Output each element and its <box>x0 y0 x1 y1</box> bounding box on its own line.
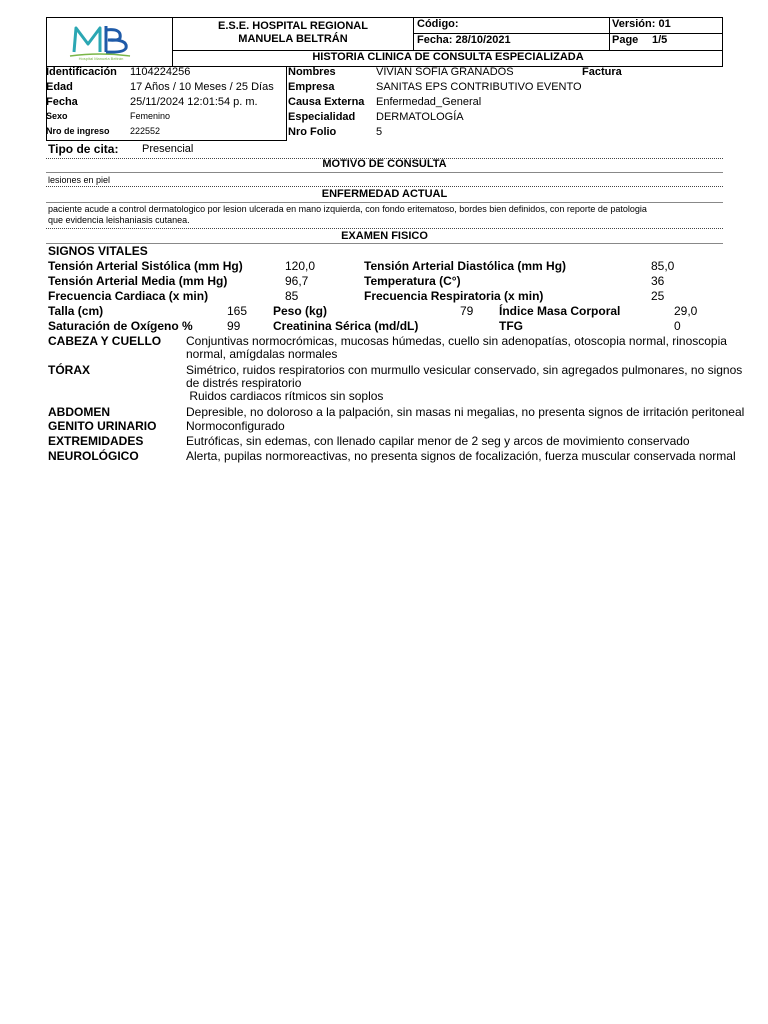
document-title: HISTORIA CLINICA DE CONSULTA ESPECIALIZADA <box>312 51 584 63</box>
sexo-label: Sexo <box>46 111 68 121</box>
peso-label: Peso (kg) <box>273 304 328 318</box>
peso-value: 79 <box>460 304 474 318</box>
signos-vitales-title: SIGNOS VITALES <box>48 244 148 258</box>
cabeza-line2: normal, amígdalas normales <box>186 347 338 361</box>
tad-label: Tensión Arterial Diastólica (mm Hg) <box>364 259 567 273</box>
fecha-label: Fecha <box>46 96 78 108</box>
identificacion-label: Identificación <box>46 66 117 78</box>
cabeza-line1: Conjuntivas normocrómicas, mucosas húmedas, cuello sin adenopatías, otoscopia normal, rinoscopia <box>186 334 727 348</box>
extremidades-label: EXTREMIDADES <box>48 434 144 448</box>
ingreso-label: Nro de ingreso <box>46 126 110 136</box>
imc-value: 29,0 <box>674 304 698 318</box>
motivo-text: lesiones en piel <box>48 175 111 185</box>
temp-label: Temperatura (C°) <box>364 274 461 288</box>
causa-value: Enfermedad_General <box>376 96 482 108</box>
tipo-cita-value: Presencial <box>142 143 194 155</box>
tas-label: Tensión Arterial Sistólica (mm Hg) <box>48 259 243 273</box>
hospital-name-line1: E.S.E. HOSPITAL REGIONAL <box>218 20 368 32</box>
sat-value: 99 <box>227 319 241 333</box>
torax-line3: Ruidos cardiacos rítmicos sin soplos <box>186 389 384 403</box>
folio-label: Nro Folio <box>288 126 337 138</box>
nombres-label: Nombres <box>288 66 336 78</box>
sexo-value: Femenino <box>130 111 171 121</box>
tfg-value: 0 <box>674 319 681 333</box>
empresa-label: Empresa <box>288 81 335 93</box>
abdomen-text: Depresible, no doloroso a la palpación, sin masas ni megalias, no presenta signos de irritación peritoneal <box>186 405 745 419</box>
enfermedad-line1: paciente acude a control dermatologico por lesion ulcerada en mano izquierda, con fondo eritematoso, bordes bien definidos, con reporte de patologia <box>48 204 647 214</box>
identificacion-value: 1104224256 <box>130 66 191 78</box>
genito-text: Normoconfigurado <box>186 419 285 433</box>
version-label: Versión: 01 <box>612 18 671 30</box>
ingreso-value: 222552 <box>130 126 161 136</box>
causa-label: Causa Externa <box>288 96 365 108</box>
divider <box>46 172 723 173</box>
edad-value: 17 Años / 10 Meses / 25 Días <box>130 81 274 93</box>
divider <box>46 228 723 229</box>
examen-title: EXAMEN FISICO <box>341 230 428 242</box>
fc-label: Frecuencia Cardiaca (x min) <box>48 289 209 303</box>
fc-value: 85 <box>285 289 299 303</box>
torax-line2: de distrés respiratorio <box>186 376 302 390</box>
sat-label: Saturación de Oxígeno % <box>48 319 193 333</box>
torax-label: TÓRAX <box>48 363 90 377</box>
extremidades-text: Eutróficas, sin edemas, con llenado capilar menor de 2 seg y arcos de movimiento conservado <box>186 434 690 448</box>
tad-value: 85,0 <box>651 259 675 273</box>
genito-label: GENITO URINARIO <box>48 419 157 433</box>
creat-label: Creatinina Sérica (md/dL) <box>273 319 419 333</box>
folio-value: 5 <box>376 126 383 138</box>
cabeza-label: CABEZA Y CUELLO <box>48 334 162 348</box>
factura-label: Factura <box>582 66 622 78</box>
logo-subtitle: Hospital Manuela Beltrán <box>78 56 124 61</box>
tas-value: 120,0 <box>285 259 316 273</box>
fecha-value: 25/11/2024 12:01:54 p. m. <box>130 96 258 108</box>
tipo-cita-label: Tipo de cita: <box>48 142 119 156</box>
divider <box>46 186 723 187</box>
enfermedad-title: ENFERMEDAD ACTUAL <box>321 188 448 200</box>
talla-value: 165 <box>227 304 248 318</box>
tam-label: Tensión Arterial Media (mm Hg) <box>48 274 228 288</box>
tam-value: 96,7 <box>285 274 309 288</box>
temp-value: 36 <box>651 274 665 288</box>
divider <box>46 202 723 203</box>
especialidad-value: DERMATOLOGÍA <box>376 111 464 123</box>
edad-label: Edad <box>46 81 73 93</box>
codigo-label: Código: <box>417 18 459 30</box>
talla-label: Talla (cm) <box>48 304 104 318</box>
fecha-version: Fecha: 28/10/2021 <box>417 34 511 46</box>
empresa-value: SANITAS EPS CONTRIBUTIVO EVENTO <box>376 81 582 93</box>
neurologico-text: Alerta, pupilas normoreactivas, no presenta signos de focalización, fuerza muscular conservada normal <box>186 449 736 463</box>
enfermedad-line2: que evidencia leishaniasis cutanea. <box>48 215 190 225</box>
page-number: 1/5 <box>652 34 668 46</box>
fr-value: 25 <box>651 289 665 303</box>
nombres-value: VIVIAN SOFIA GRANADOS <box>376 66 514 78</box>
tfg-label: TFG <box>499 319 523 333</box>
motivo-title: MOTIVO DE CONSULTA <box>322 158 447 170</box>
neurologico-label: NEUROLÓGICO <box>48 449 139 463</box>
page-label: Page <box>612 34 639 46</box>
hospital-logo <box>66 22 136 64</box>
torax-line1: Simétrico, ruidos respiratorios con murmullo vesicular conservado, sin agregados pulmonares, no signos <box>186 363 743 377</box>
hospital-name-line2: MANUELA BELTRÁN <box>238 33 348 45</box>
fr-label: Frecuencia Respiratoria (x min) <box>364 289 544 303</box>
abdomen-label: ABDOMEN <box>48 405 110 419</box>
imc-label: Índice Masa Corporal <box>499 304 621 318</box>
especialidad-label: Especialidad <box>288 111 356 123</box>
